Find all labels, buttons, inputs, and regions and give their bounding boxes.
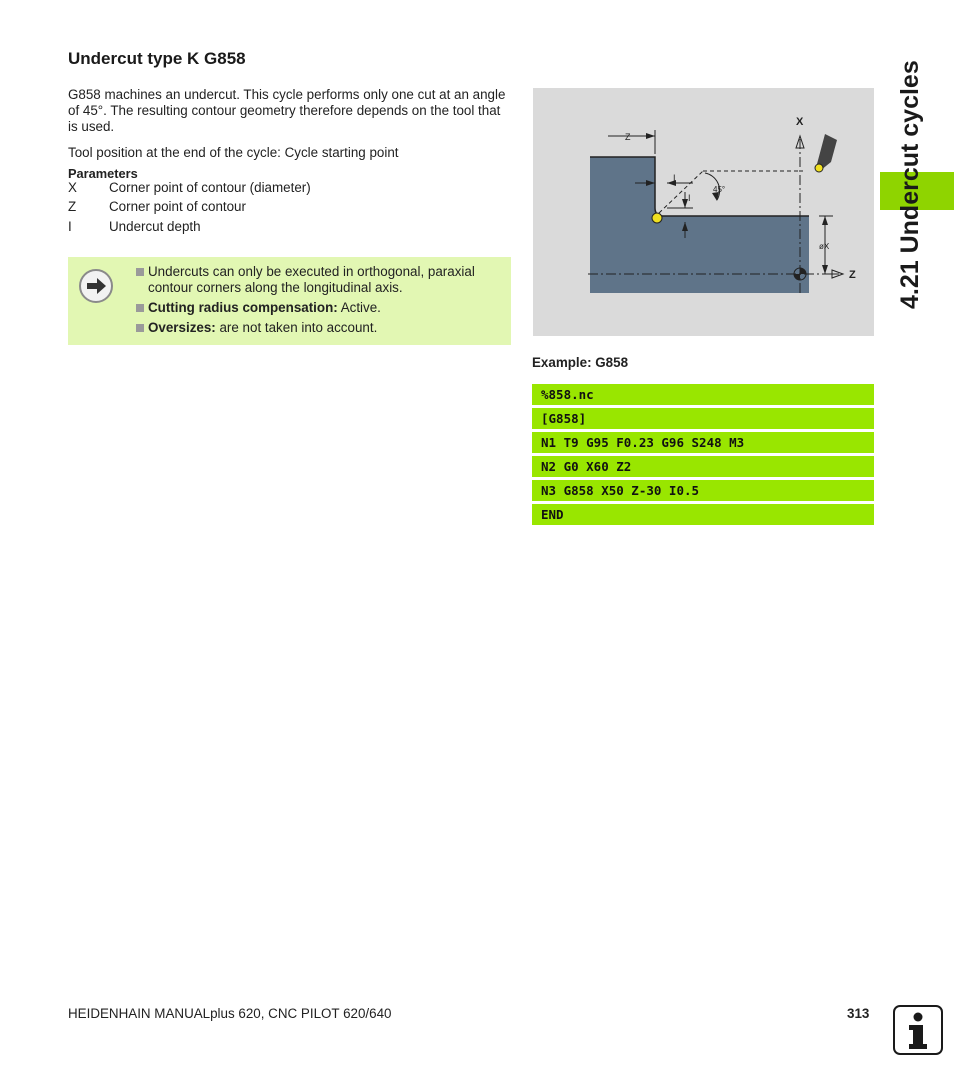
code-line: N3 G858 X50 Z-30 I0.5 xyxy=(532,480,874,501)
code-line: N1 T9 G95 F0.23 G96 S248 M3 xyxy=(532,432,874,453)
bullet-icon xyxy=(136,268,144,276)
note-box xyxy=(68,257,511,345)
bullet-icon xyxy=(136,324,144,332)
figure-label-z-top: Z xyxy=(625,132,631,142)
tool-tip-icon xyxy=(652,213,662,223)
figure-label-z-axis: Z xyxy=(849,269,856,281)
undercut-diagram xyxy=(533,88,874,336)
parameter-key: X xyxy=(68,180,77,195)
footer-text: HEIDENHAIN MANUALplus 620, CNC PILOT 620/640 xyxy=(68,1006,392,1021)
note-list xyxy=(136,264,506,340)
code-line: N2 G0 X60 Z2 xyxy=(532,456,874,477)
note-text: Active. xyxy=(337,300,381,315)
note-text: Undercuts can only be executed in orthogonal, paraxial contour corners along the longitudinal axis. xyxy=(148,264,475,295)
info-icon xyxy=(893,1005,943,1055)
note-item xyxy=(136,300,506,316)
intro-paragraph: G858 machines an undercut. This cycle performs only one cut at an angle of 45°. The resulting contour geometry therefore depends on the tool that is used. xyxy=(68,87,506,134)
figure-label-diameter: øX xyxy=(819,242,830,251)
figure-label-angle: 45° xyxy=(713,185,726,194)
figure-label-i-horizontal: I xyxy=(673,173,676,183)
note-text: are not taken into account. xyxy=(215,320,378,335)
parameter-desc: Corner point of contour (diameter) xyxy=(109,180,311,195)
section-title: Undercut type K G858 xyxy=(68,49,246,68)
page-number: 313 xyxy=(847,1006,870,1021)
parameter-desc: Corner point of contour xyxy=(109,199,246,214)
bullet-icon xyxy=(136,304,144,312)
note-item xyxy=(136,264,506,296)
parameter-desc: Undercut depth xyxy=(109,219,201,234)
workpiece-shape xyxy=(590,157,809,293)
example-label: Example: G858 xyxy=(532,355,629,370)
note-bold: Cutting radius compensation: xyxy=(148,300,338,315)
tool-position-paragraph: Tool position at the end of the cycle: Cycle starting point xyxy=(68,145,399,160)
code-line: [G858] xyxy=(532,408,874,429)
note-item xyxy=(136,320,506,336)
note-bold: Oversizes: xyxy=(148,320,216,335)
code-line: END xyxy=(532,504,874,525)
arrow-right-icon xyxy=(79,269,113,303)
parameter-key: I xyxy=(68,219,72,234)
code-line: %858.nc xyxy=(532,384,874,405)
figure-label-i-vertical: I xyxy=(688,193,691,203)
parameters-heading: Parameters xyxy=(68,166,138,181)
chapter-side-title: 4.21 Undercut cycles xyxy=(896,60,924,309)
parameter-key: Z xyxy=(68,199,77,214)
figure-label-x: X xyxy=(796,116,804,128)
